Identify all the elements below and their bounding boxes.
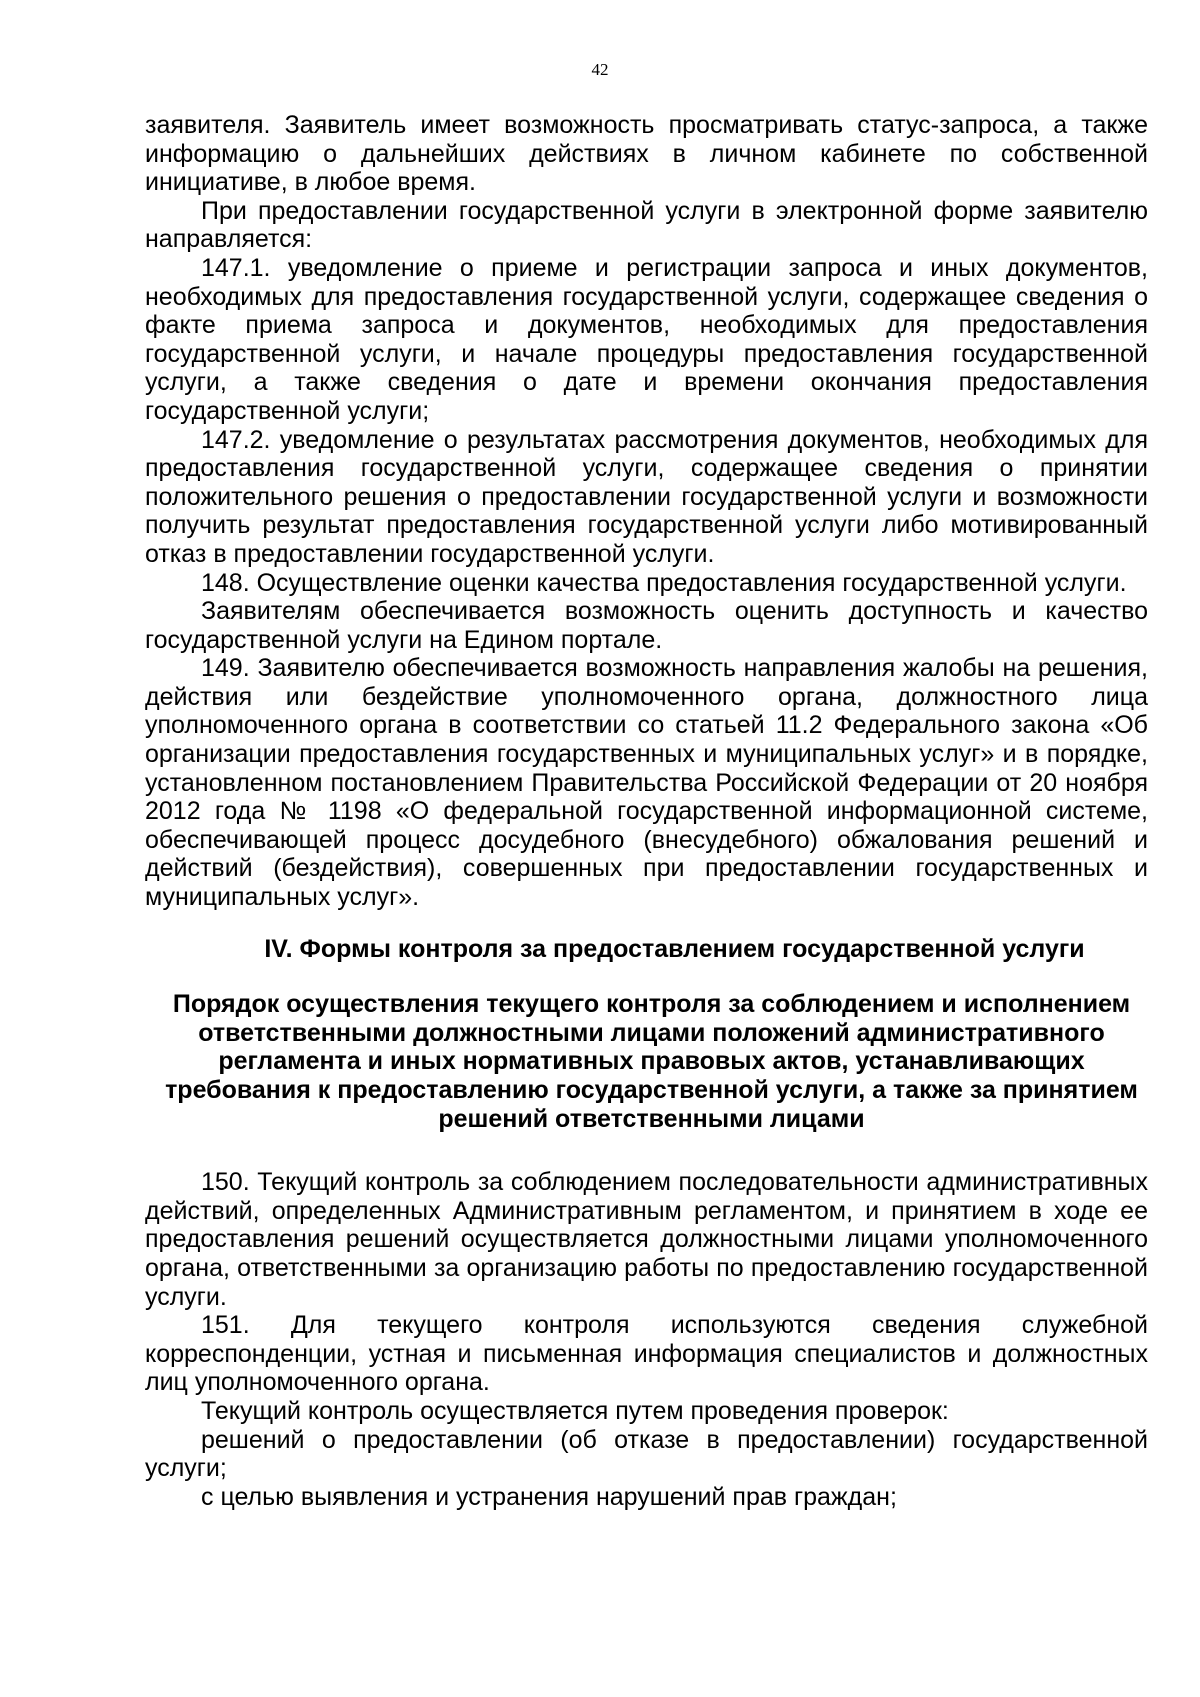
paragraph: 147.1. уведомление о приеме и регистрации запроса и иных документов, необходимых для предоставления государственной услуги, содержащее сведения о факте приема запроса и документов, необходимых для предоставления государственной услуги, и начале процедуры предоставления государственной услуги, а также сведения о дате и времени окончания предоставления государственной услуги;: [145, 253, 1148, 425]
paragraphs-after: [145, 1168, 1148, 1511]
paragraph: 149. Заявителю обеспечивается возможность направления жалобы на решения, действия или бездействие уполномоченного органа, должностного лица уполномоченного органа в соответствии со статьей 11.2 Федерального закона «Об организации предоставления государственных и муниципальных услуг» и в порядке, установленном постановлением Правительства Российской Федерации от 20 ноября 2012 года № 1198 «О федеральной государственной информационной системе, обеспечивающей процесс досудебного (внесудебного) обжалования решений и действий (бездействия), совершенных при предоставлении государственных и муниципальных услуг».: [145, 654, 1148, 912]
document-body: [145, 111, 1148, 1511]
paragraph: с целью выявления и устранения нарушений прав граждан;: [201, 1482, 897, 1511]
paragraph: Заявителям обеспечивается возможность оценить доступность и качество государственной услуги на Едином портале.: [145, 597, 1148, 654]
paragraph: При предоставлении государственной услуги в электронной форме заявителю направляется:: [145, 196, 1148, 254]
paragraph: заявителя. Заявитель имеет возможность просматривать статус-запроса, а также информацию о дальнейших действиях в личном кабинете по собственной инициативе, в любое время.: [145, 111, 1148, 197]
page-number: 42: [591, 60, 609, 79]
subsection-heading: Порядок осуществления текущего контроля за соблюдением и исполнением ответственными должностными лицами положений административного регламента и иных нормативных правовых актов, устанавливающих требования к предоставлению государственной услуги, а также за принятием решений ответственными лицами: [165, 990, 1138, 1133]
paragraphs-before: [145, 111, 1148, 912]
paragraph: 151. Для текущего контроля используются сведения служебной корреспонденции, устная и письменная информация специалистов и должностных лиц уполномоченного органа.: [145, 1311, 1148, 1397]
section-heading: IV. Формы контроля за предоставлением государственной услуги: [264, 934, 1085, 963]
paragraph: 150. Текущий контроль за соблюдением последовательности административных действий, определенных Административным регламентом, и принятием в ходе ее предоставления решений осуществляется должностными лицами уполномоченного органа, ответственными за организацию работы по предоставлению государственной услуги.: [145, 1168, 1148, 1311]
paragraph: Текущий контроль осуществляется путем проведения проверок:: [201, 1396, 949, 1425]
paragraph: 147.2. уведомление о результатах рассмотрения документов, необходимых для предоставления государственной услуги, содержащее сведения о принятии положительного решения о предоставлении государственной услуги и возможности получить результат предоставления государственной услуги либо мотивированный отказ в предоставлении государственной услуги.: [145, 425, 1148, 568]
paragraph: 148. Осуществление оценки качества предоставления государственной услуги.: [201, 568, 1127, 597]
paragraph: решений о предоставлении (об отказе в предоставлении) государственной услуги;: [145, 1425, 1148, 1483]
